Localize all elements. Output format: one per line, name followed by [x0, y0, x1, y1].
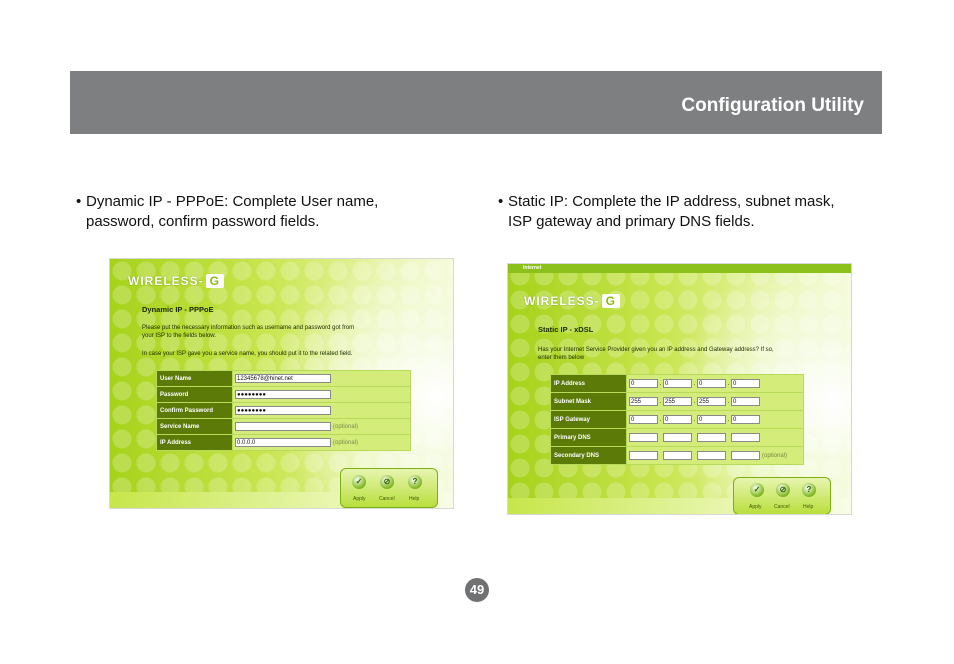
page-number: 49	[465, 578, 489, 602]
field-label: IP Address	[157, 435, 233, 451]
octet-input[interactable]: 0	[731, 415, 760, 424]
wireless-g-logo	[524, 294, 620, 308]
field-label: Service Name	[157, 419, 233, 435]
field-value-cell	[233, 387, 411, 403]
instruction-line: your ISP to the fields below.	[142, 333, 216, 339]
instruction-paragraph	[142, 324, 354, 340]
password-input[interactable]: ●●●●●●●●	[235, 390, 331, 399]
field-value-cell	[233, 419, 411, 435]
field-label: Password	[157, 387, 233, 403]
cancel-icon: ⊘	[779, 485, 787, 494]
service-name-note: In case your ISP gave you a service name, you should put it to the related field.	[142, 351, 353, 357]
octet-input[interactable]: 255	[629, 397, 658, 406]
field-label: Confirm Password	[157, 403, 233, 419]
bullet-dot: •	[76, 193, 82, 210]
field-label: Subnet Mask	[551, 393, 627, 411]
confirm-password-input[interactable]: ●●●●●●●●	[235, 406, 331, 415]
form-row	[551, 429, 804, 447]
octet-input[interactable]: 0	[629, 415, 658, 424]
right-bullet-line2: ISP gateway and primary DNS fields.	[508, 213, 755, 230]
octet-input[interactable]: 255	[663, 397, 692, 406]
form-row	[157, 387, 411, 403]
check-icon: ✓	[355, 477, 363, 486]
field-label: IP Address	[551, 375, 627, 393]
logo-g: G	[602, 294, 620, 308]
action-button-panel	[340, 468, 438, 508]
form-row	[157, 403, 411, 419]
help-icon: ?	[412, 477, 418, 486]
apply-button[interactable]	[352, 475, 366, 489]
octet-input[interactable]: 0	[697, 415, 726, 424]
instruction-paragraph	[538, 346, 774, 362]
optional-note: (optional)	[762, 453, 788, 460]
logo-text: WIRELESS-	[524, 294, 600, 308]
left-bullet-text	[76, 192, 378, 232]
wireless-g-logo	[128, 274, 224, 288]
field-value-cell	[233, 435, 411, 451]
octet-input[interactable]: 0	[731, 397, 760, 406]
apply-label: Apply	[749, 504, 762, 510]
pppoe-form-table	[156, 370, 411, 451]
octet-input[interactable]	[663, 451, 692, 460]
help-icon: ?	[806, 485, 812, 494]
octet-cells: 0 . 0 . 0 . 0	[627, 411, 804, 429]
field-value-cell	[233, 371, 411, 387]
page-title: Configuration Utility	[681, 95, 864, 116]
octet-input[interactable]	[629, 433, 658, 442]
section-title: Static IP - xDSL	[538, 325, 594, 334]
form-row	[157, 371, 411, 387]
form-row	[551, 375, 804, 393]
help-label: Help	[409, 496, 420, 502]
service-name-input[interactable]	[235, 422, 331, 431]
apply-label: Apply	[353, 496, 366, 502]
field-value-cell	[233, 403, 411, 419]
octet-input[interactable]: 0	[663, 415, 692, 424]
left-bullet-line2: password, confirm password fields.	[86, 213, 320, 230]
check-icon: ✓	[753, 485, 761, 494]
left-bullet-line1: Dynamic IP - PPPoE: Complete User name,	[86, 193, 379, 210]
form-row	[157, 419, 411, 435]
form-row	[551, 447, 804, 465]
cancel-label: Cancel	[379, 496, 395, 502]
field-label: ISP Gateway	[551, 411, 627, 429]
instruction-line: Please put the necessary information such as username and password got from	[142, 325, 355, 331]
octet-cells	[627, 429, 804, 447]
optional-note: (optional)	[333, 440, 359, 447]
header-bar	[70, 71, 882, 134]
field-label: User Name	[157, 371, 233, 387]
section-title: Dynamic IP - PPPoE	[142, 305, 214, 314]
octet-input[interactable]	[629, 451, 658, 460]
instruction-line: enter them below	[538, 355, 585, 361]
octet-input[interactable]: 0	[731, 379, 760, 388]
octet-input[interactable]: 0	[629, 379, 658, 388]
static-ip-form-table	[550, 374, 804, 465]
action-button-panel	[733, 477, 831, 515]
bullet-dot: •	[498, 193, 504, 210]
instruction-line: Has your Internet Service Provider given you an IP address and Gateway address? If so,	[538, 347, 774, 353]
logo-text: WIRELESS-	[128, 274, 204, 288]
field-label: Secondary DNS	[551, 447, 627, 465]
octet-input[interactable]	[697, 433, 726, 442]
octet-input[interactable]	[731, 433, 760, 442]
help-button[interactable]	[802, 483, 816, 497]
octet-input[interactable]: 255	[697, 397, 726, 406]
octet-cells: 0 . 0 . 0 . 0	[627, 375, 804, 393]
optional-note: (optional)	[333, 424, 359, 431]
ip-address-input[interactable]: 0.0.0.0	[235, 438, 331, 447]
tab-internet[interactable]: Internet	[523, 265, 542, 271]
field-label: Primary DNS	[551, 429, 627, 447]
octet-input[interactable]	[731, 451, 760, 460]
cancel-icon: ⊘	[383, 477, 391, 486]
form-row	[551, 411, 804, 429]
octet-input[interactable]: 0	[663, 379, 692, 388]
octet-cells	[627, 447, 804, 465]
octet-cells: 255 . 255 . 255 . 0	[627, 393, 804, 411]
help-label: Help	[803, 504, 814, 510]
octet-input[interactable]: 0	[697, 379, 726, 388]
octet-input[interactable]	[663, 433, 692, 442]
right-bullet-text	[498, 192, 835, 232]
user-name-input[interactable]: 12345678@hinet.net	[235, 374, 331, 383]
pppoe-screenshot	[109, 258, 454, 509]
form-row	[157, 435, 411, 451]
cancel-button[interactable]	[776, 483, 790, 497]
right-bullet-line1: Static IP: Complete the IP address, subnet mask,	[508, 193, 835, 210]
cancel-label: Cancel	[774, 504, 790, 510]
apply-button[interactable]	[750, 483, 764, 497]
help-button[interactable]	[408, 475, 422, 489]
tab-strip	[508, 264, 851, 273]
static-ip-screenshot	[507, 263, 852, 515]
logo-g: G	[206, 274, 224, 288]
form-row	[551, 393, 804, 411]
octet-input[interactable]	[697, 451, 726, 460]
cancel-button[interactable]	[380, 475, 394, 489]
